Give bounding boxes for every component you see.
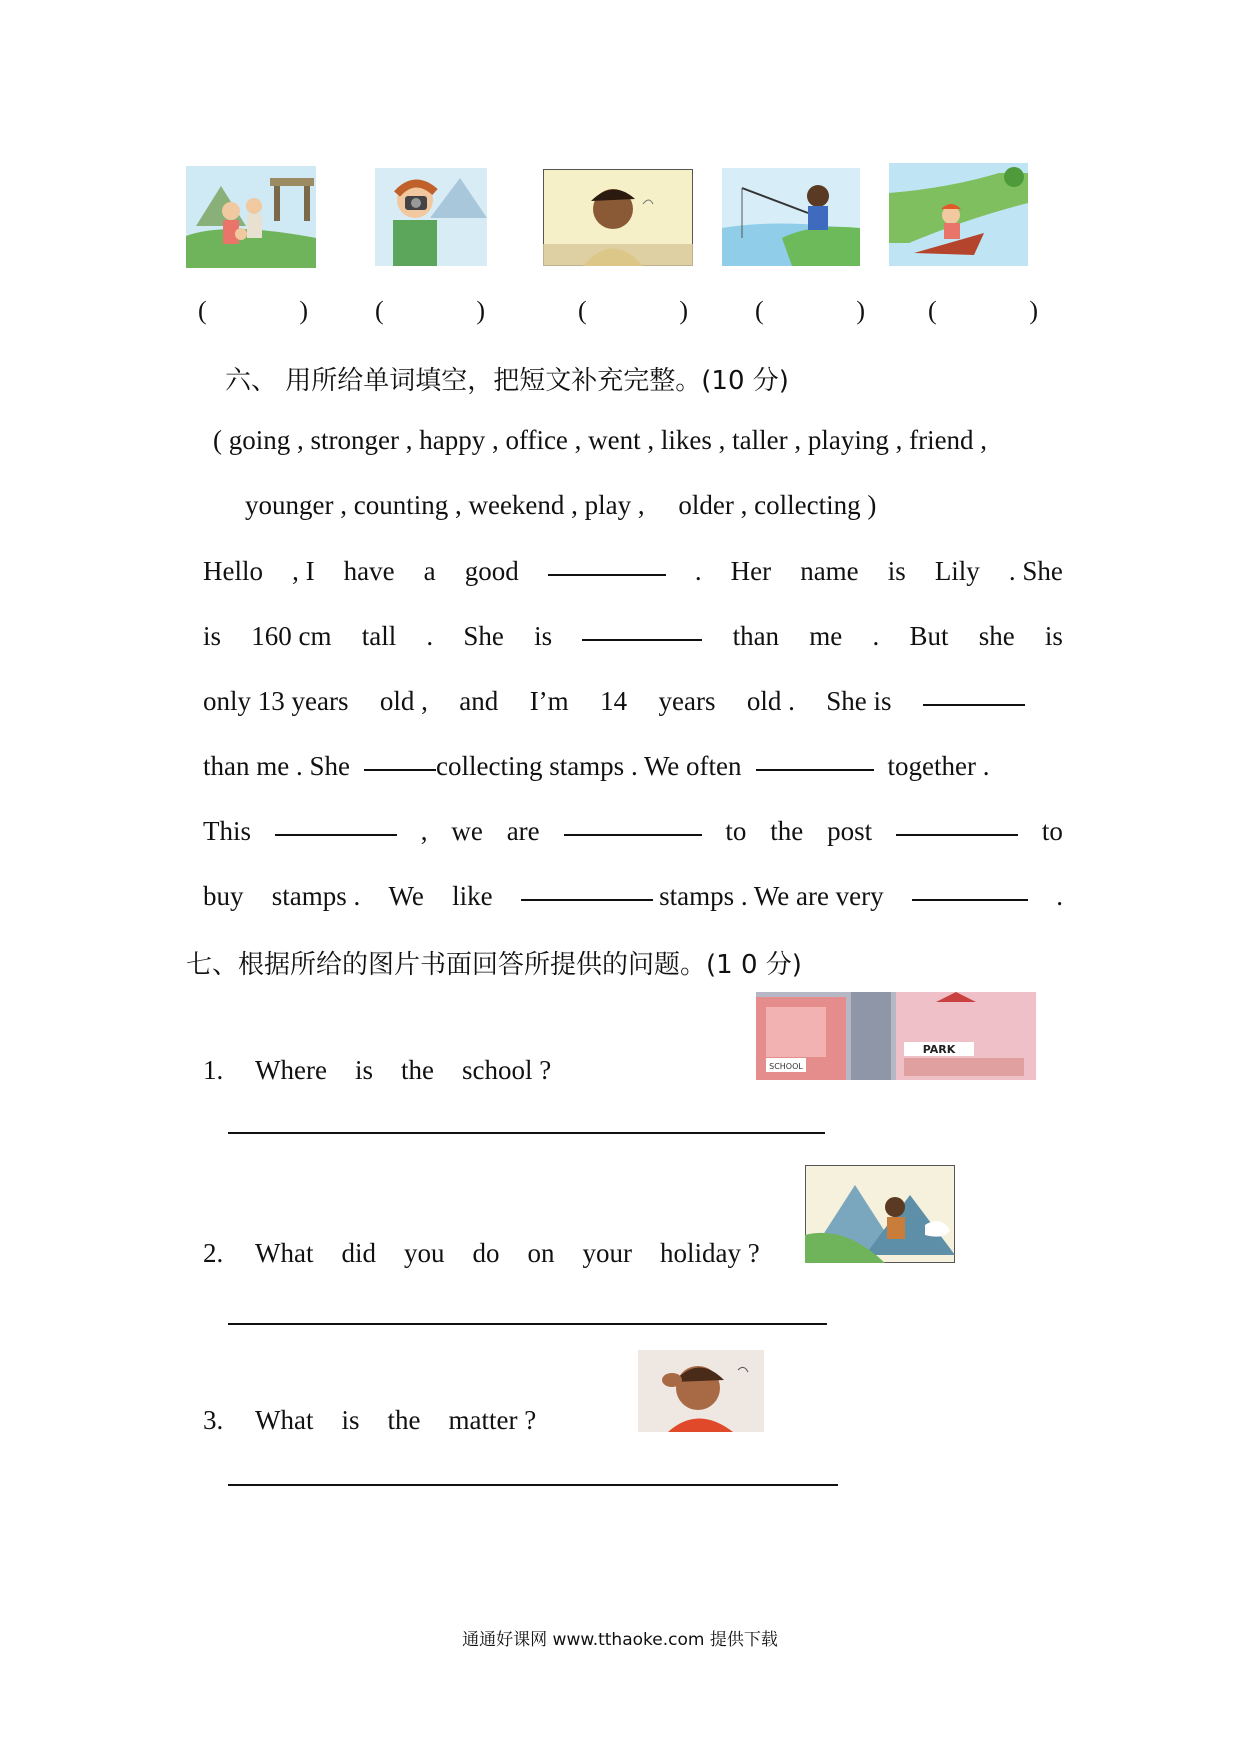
word-bank-line1: ( going , stronger , happy , office , went , likes , taller , playing , friend , (213, 425, 988, 455)
passage-line-3: only 13 years old , and I’m 14 years old . She is (203, 686, 1025, 726)
answer-line-3[interactable] (228, 1484, 838, 1486)
boy-fishing-picture (722, 168, 860, 266)
answer-line-2[interactable] (228, 1323, 827, 1325)
answer-line-1[interactable] (228, 1132, 825, 1134)
passage-line-2: is 160 cm tall . She is than me . But she is (203, 621, 1063, 651)
eating-boy-icon (543, 169, 693, 266)
blank-7[interactable] (564, 830, 702, 836)
question-3: 3. What is the matter ? (203, 1405, 537, 1435)
question-1: 1. Where is the school ? (203, 1055, 552, 1085)
blank-6[interactable] (275, 830, 397, 836)
paren-open: ( (928, 296, 937, 325)
passage-line-5: This , we are to the post to (203, 816, 1063, 846)
school-park-map-picture (756, 992, 1036, 1080)
section7-heading: 七、根据所给的图片书面回答所提供的问题。(1 0 分) (186, 950, 802, 980)
family-outing-picture (186, 166, 316, 268)
question-2: 2. What did you do on your holiday ? (203, 1238, 760, 1268)
girl-headache-picture (638, 1350, 764, 1432)
word-bank-line2: younger , counting , weekend , play , older , collecting ) (245, 490, 877, 520)
school-map-label: SCHOOL (769, 1062, 803, 1071)
paren-close: ) (299, 296, 308, 325)
climbing-boy-icon (805, 1165, 955, 1263)
paren-open: ( (755, 296, 764, 325)
paren-close: ) (1029, 296, 1038, 325)
paren-open: ( (198, 296, 207, 325)
camera-boy-icon (375, 168, 487, 266)
blank-2[interactable] (582, 635, 702, 641)
paren-close: ) (856, 296, 865, 325)
park-map-label: PARK (922, 1043, 956, 1056)
headache-girl-icon (638, 1350, 764, 1432)
girl-rowing-boat-picture (889, 163, 1028, 266)
blank-4[interactable] (364, 765, 436, 771)
section6-heading: 六、 用所给单词填空，把短文补充完整。(10 分) (225, 366, 789, 396)
blank-9[interactable] (521, 895, 653, 901)
paren-open: ( (375, 296, 384, 325)
answer-parens-2 (375, 296, 485, 326)
boy-eating-picture (543, 169, 693, 266)
passage-line-6: buy stamps . We like stamps . We are very . (203, 881, 1063, 911)
passage-line-1: Hello , I have a good . Her name is Lily . She (203, 556, 1063, 586)
map-icon (756, 992, 1036, 1080)
paren-close: ) (679, 296, 688, 325)
blank-5[interactable] (756, 765, 874, 771)
answer-parens-1 (198, 296, 308, 326)
family-outing-icon (186, 166, 316, 268)
answer-parens-3 (578, 296, 688, 326)
paren-close: ) (476, 296, 485, 325)
answer-parens-5 (928, 296, 1038, 326)
blank-10[interactable] (912, 895, 1028, 901)
fishing-boy-icon (722, 168, 860, 266)
boy-taking-photo-picture (375, 168, 487, 266)
answer-parens-4 (755, 296, 865, 326)
passage-line-4: than me . She collecting stamps . We often together . (203, 751, 990, 781)
boy-climbing-mountain-picture (805, 1165, 955, 1263)
paren-open: ( (578, 296, 587, 325)
blank-3[interactable] (923, 700, 1025, 706)
blank-1[interactable] (548, 570, 666, 576)
rowing-girl-icon (889, 163, 1028, 266)
blank-8[interactable] (896, 830, 1018, 836)
footer-text: 通通好课网 www.tthaoke.com 提供下载 (462, 1630, 778, 1650)
